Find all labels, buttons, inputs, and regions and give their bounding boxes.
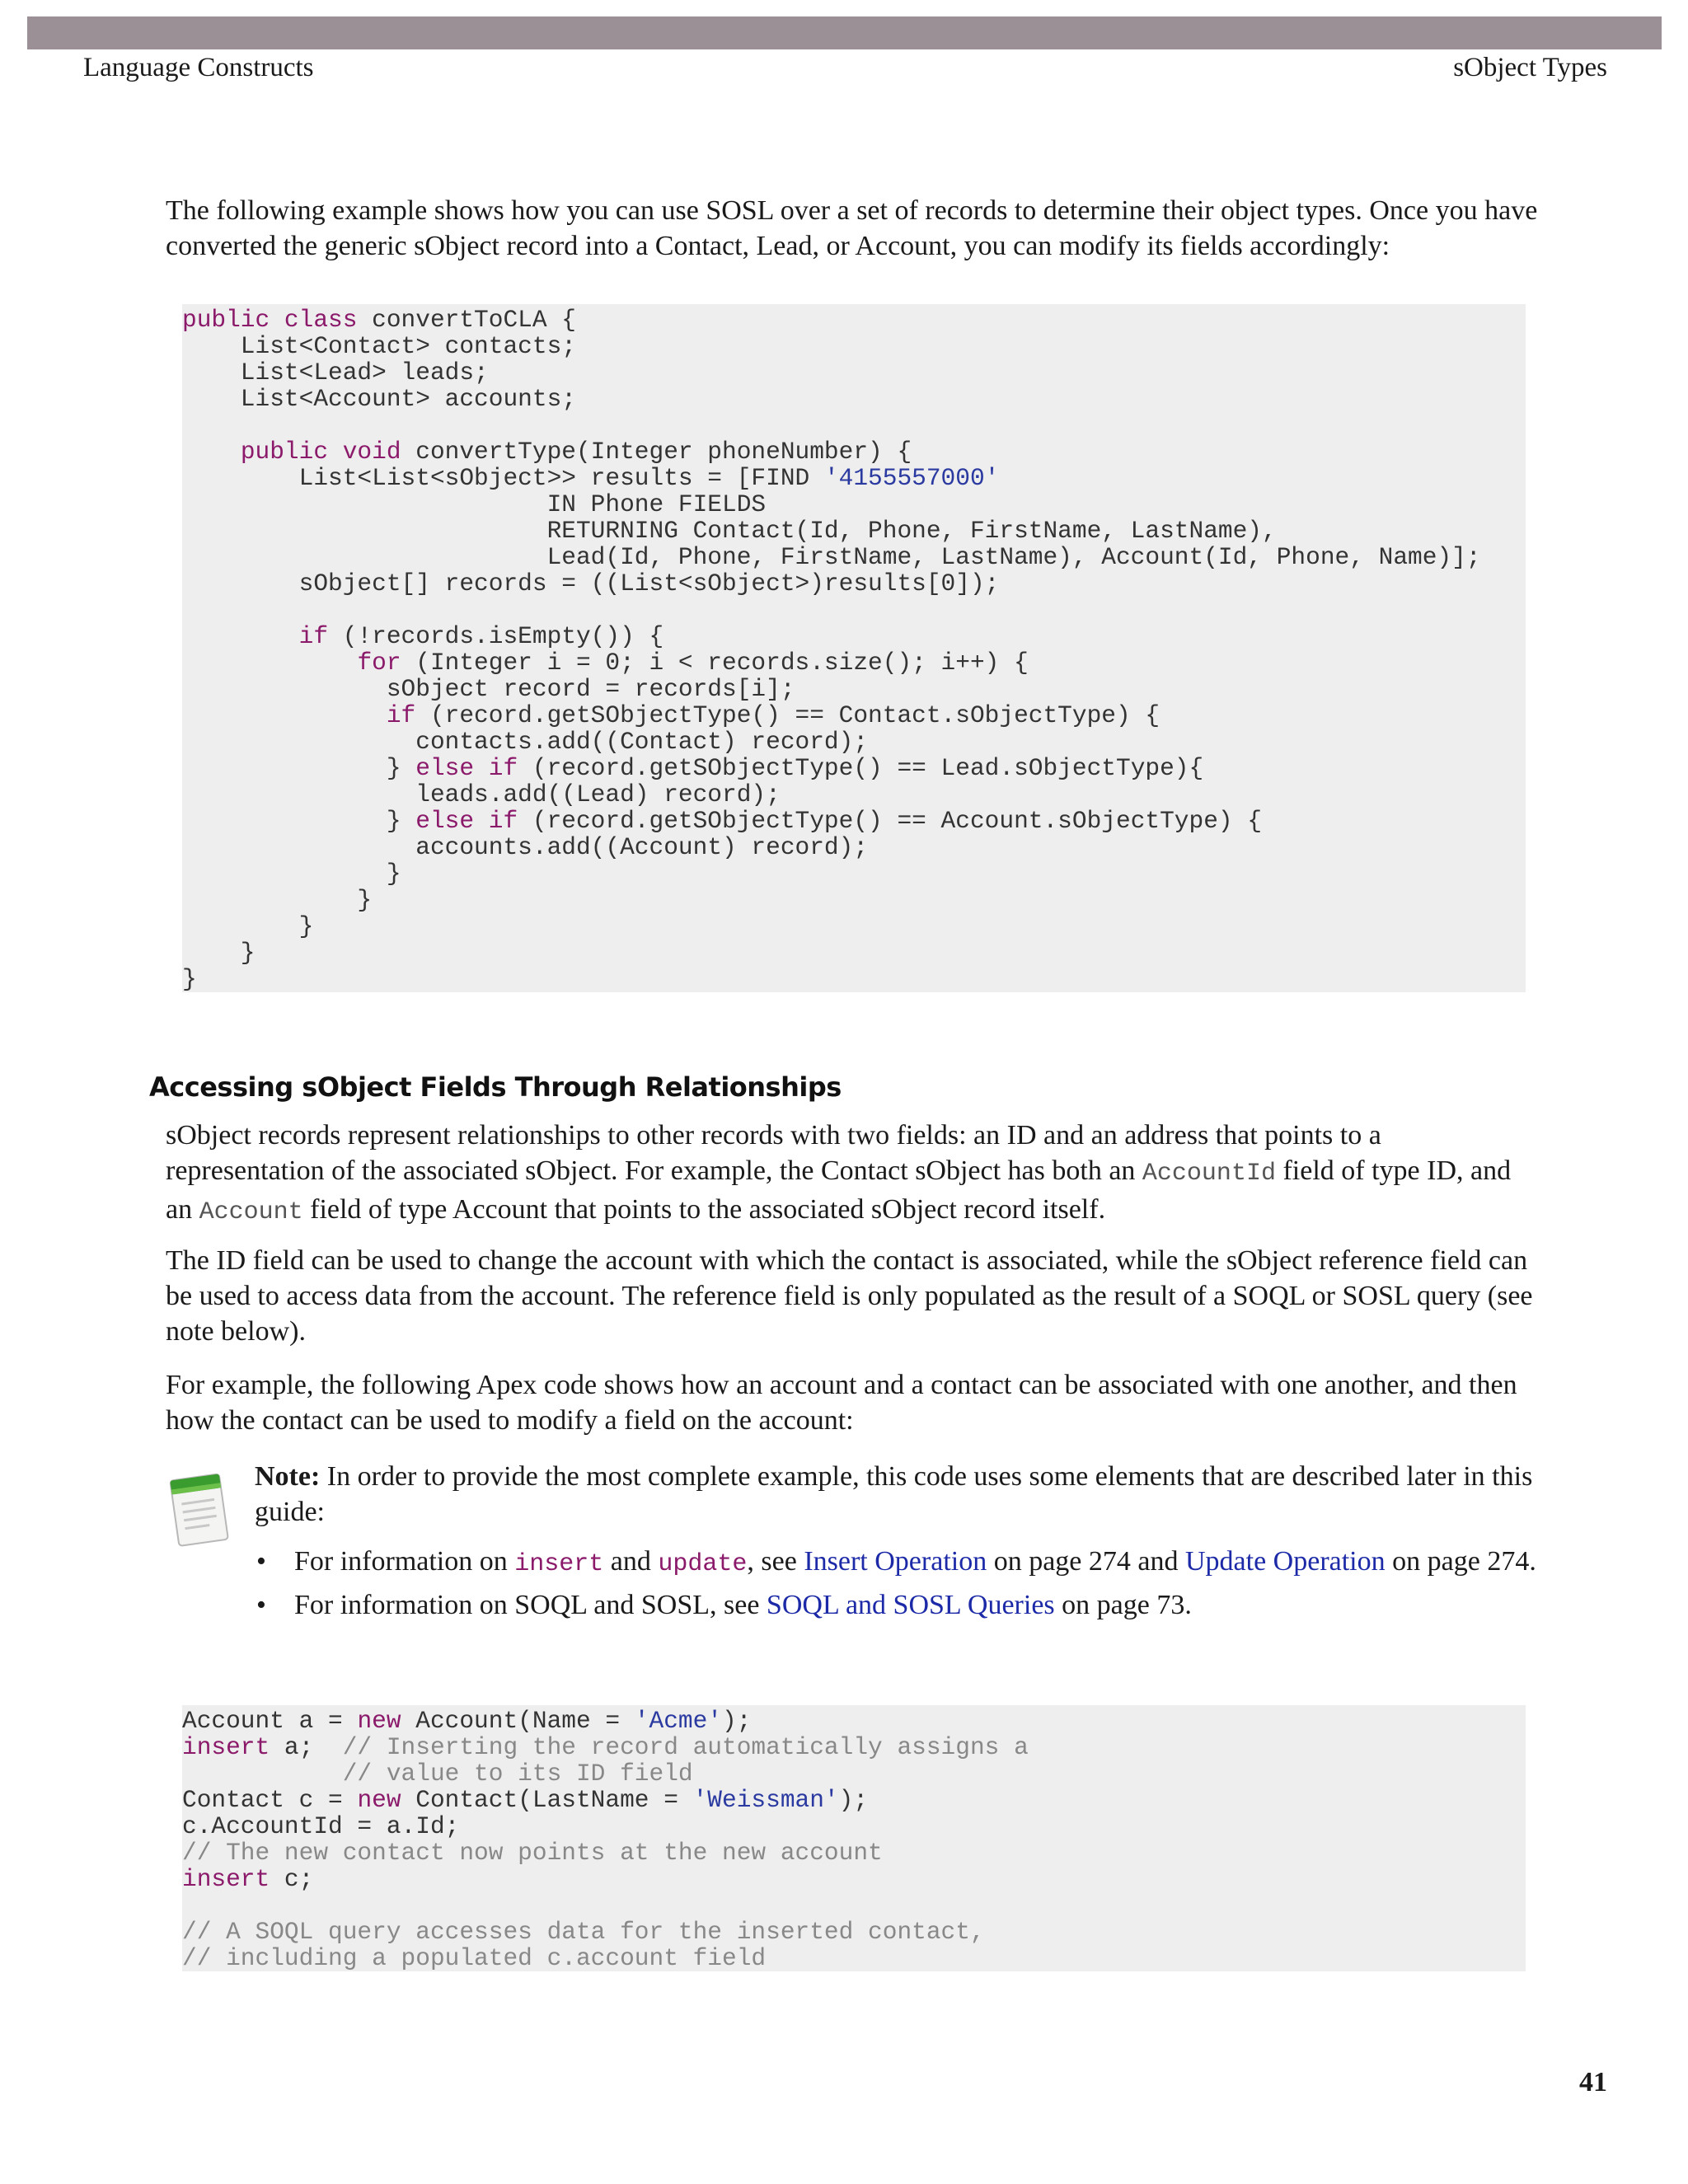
para1-text-c: field of type Account that points to the associated sObject record itself.: [302, 1194, 1106, 1225]
code-line: [182, 755, 1526, 781]
note-bullet-list: [255, 1541, 1540, 1626]
code-token: }: [182, 754, 416, 782]
code-token: }: [182, 939, 256, 967]
code-token: );: [838, 1786, 869, 1814]
code-line: [182, 465, 1526, 491]
code-keyword: for: [357, 649, 401, 677]
code-line: [182, 913, 1526, 940]
code-comment: // The new contact now points at the new account: [182, 1839, 883, 1867]
code-line: [182, 1892, 1526, 1919]
code-token: List<Account> accounts;: [182, 385, 576, 413]
inline-code-update: update: [658, 1550, 748, 1578]
bullet1-text-a: For information on: [294, 1546, 515, 1577]
code-line: [182, 781, 1526, 808]
example-paragraph: For example, the following Apex code shows how an account and a contact can be associated with one another, and then how the contact can be used to modify a field on the account:: [166, 1370, 1517, 1436]
code-line: [182, 1708, 1526, 1734]
code-line: [182, 1734, 1526, 1760]
running-header-chapter: Language Constructs: [83, 53, 314, 82]
page-number: 41: [1579, 2067, 1607, 2097]
bullet2-text-b: on page 73.: [1054, 1590, 1192, 1620]
code-keyword: new: [357, 1707, 401, 1735]
code-token: c;: [270, 1865, 314, 1893]
intro-paragraph: The following example shows how you can use SOSL over a set of records to determine their object types. Once you have converted the generic sObject record into a Contact, Lead, or Account, you can modify its fields accordingly:: [166, 195, 1538, 261]
list-item: [255, 1541, 1540, 1585]
code-token: [182, 701, 387, 729]
code-token: List<Contact> contacts;: [182, 332, 576, 360]
code-block-account-contact: [182, 1705, 1526, 1971]
code-line: [182, 1919, 1526, 1945]
code-token: }: [182, 965, 197, 993]
code-token: [182, 649, 357, 677]
code-token: (record.getSObjectType() == Account.sObjectType) {: [518, 807, 1263, 835]
code-token: [182, 1760, 343, 1788]
code-token: a;: [270, 1733, 343, 1761]
code-comment: // value to its ID field: [342, 1760, 693, 1788]
code-line: [182, 623, 1526, 649]
code-string: 'Acme': [634, 1707, 723, 1735]
code-token: Contact(LastName =: [401, 1786, 693, 1814]
header-bar: [27, 16, 1662, 49]
code-token: Lead(Id, Phone, FirstName, LastName), Account(Id, Phone, Name)];: [182, 543, 1481, 571]
code-token: sObject record = records[i];: [182, 675, 795, 703]
code-token: List<List<sObject>> results = [FIND: [182, 464, 824, 492]
code-line: [182, 359, 1526, 386]
code-keyword: insert: [182, 1865, 270, 1893]
note-body: In order to provide the most complete example, this code uses some elements that are described later in this guide:: [255, 1461, 1533, 1527]
code-line: [182, 808, 1526, 834]
code-line: [182, 940, 1526, 966]
running-header-section: sObject Types: [1453, 53, 1607, 82]
code-comment: // including a populated c.account field: [182, 1944, 767, 1972]
code-keyword: new: [357, 1786, 401, 1814]
code-token: (!records.isEmpty()) {: [328, 622, 664, 650]
code-keyword: public void: [240, 438, 401, 466]
code-token: (record.getSObjectType() == Contact.sObjectType) {: [415, 701, 1160, 729]
note-icon: [166, 1464, 233, 1550]
code-token: Contact c =: [182, 1786, 358, 1814]
code-line: [182, 649, 1526, 676]
code-token: Account(Name =: [401, 1707, 635, 1735]
code-line: [182, 1866, 1526, 1892]
code-string: 'Weissman': [692, 1786, 839, 1814]
code-keyword: if: [386, 701, 416, 729]
code-token: }: [182, 912, 314, 940]
code-keyword: if: [298, 622, 329, 650]
para1-text-a: sObject records represent relationships to other records with two fields: an ID and an address that points to a representation of the associated sObject. For example, the Contact sObject has both an: [166, 1120, 1381, 1186]
code-token: accounts.add((Account) record);: [182, 833, 869, 861]
link-insert-operation[interactable]: Insert Operation: [804, 1546, 987, 1577]
code-token: IN Phone FIELDS: [182, 490, 767, 518]
code-line: [182, 729, 1526, 755]
code-line: [182, 1813, 1526, 1840]
code-token: [182, 622, 299, 650]
code-token: contacts.add((Contact) record);: [182, 728, 869, 756]
code-token: (Integer i = 0; i < records.size(); i++) {: [401, 649, 1029, 677]
code-line: [182, 307, 1526, 333]
bullet1-text-d: on page 274 and: [987, 1546, 1185, 1577]
code-token: convertToCLA {: [357, 306, 576, 334]
link-update-operation[interactable]: Update Operation: [1185, 1546, 1386, 1577]
code-line: [182, 702, 1526, 729]
code-line: [182, 544, 1526, 570]
code-comment: // Inserting the record automatically assigns a: [342, 1733, 1029, 1761]
code-line: [182, 1840, 1526, 1866]
code-keyword: else if: [415, 807, 518, 835]
code-line: [182, 386, 1526, 412]
bullet1-text-e: on page 274.: [1385, 1546, 1536, 1577]
code-block-convert-to-cla: [182, 304, 1526, 992]
bullet-glyph: •: [256, 1546, 266, 1577]
code-token: }: [182, 807, 416, 835]
link-soql-sosl-queries[interactable]: SOQL and SOSL Queries: [766, 1590, 1055, 1620]
code-line: [182, 570, 1526, 597]
code-token: (record.getSObjectType() == Lead.sObjectType){: [518, 754, 1204, 782]
code-line: [182, 887, 1526, 913]
inline-code-insert: insert: [514, 1550, 604, 1578]
code-line: [182, 333, 1526, 359]
code-line: [182, 412, 1526, 438]
code-string: '4155557000': [823, 464, 1000, 492]
para1-text-b: field of type ID, and an: [166, 1155, 1512, 1225]
inline-code-accountid: AccountId: [1142, 1160, 1276, 1188]
code-token: leads.add((Lead) record);: [182, 780, 781, 808]
code-token: sObject[] records = ((List<sObject>)results[0]);: [182, 569, 1000, 598]
code-line: [182, 860, 1526, 887]
code-line: [182, 966, 1526, 992]
note-block: [255, 1459, 1540, 1626]
code-token: convertType(Integer phoneNumber) {: [401, 438, 912, 466]
code-token: );: [722, 1707, 752, 1735]
list-item: [255, 1585, 1540, 1626]
code-token: Account a =: [182, 1707, 358, 1735]
note-label: Note:: [255, 1461, 321, 1492]
code-token: RETURNING Contact(Id, Phone, FirstName, LastName),: [182, 517, 1277, 545]
code-line: [182, 676, 1526, 702]
bullet-glyph: •: [256, 1590, 266, 1620]
inline-code-account: Account: [199, 1198, 303, 1226]
code-token: }: [182, 886, 373, 914]
note-text: [255, 1459, 1540, 1530]
code-token: List<Lead> leads;: [182, 359, 489, 387]
code-line: [182, 1945, 1526, 1971]
code-keyword: insert: [182, 1733, 270, 1761]
id-field-paragraph: The ID field can be used to change the account with which the contact is associated, while the sObject reference field can be used to access data from the account. The reference field is only populated as the result of a SOQL or SOSL query (see note below).: [166, 1245, 1533, 1347]
code-comment: // A SOQL query accesses data for the inserted contact,: [182, 1918, 985, 1946]
code-token: c.AccountId = a.Id;: [182, 1812, 460, 1840]
bullet1-text-b: and: [603, 1546, 659, 1577]
code-keyword: public class: [182, 306, 358, 334]
bullet1-text-c: , see: [747, 1546, 804, 1577]
code-line: [182, 518, 1526, 544]
code-line: [182, 438, 1526, 465]
code-token: [182, 438, 241, 466]
code-line: [182, 491, 1526, 518]
code-line: [182, 834, 1526, 860]
code-line: [182, 1787, 1526, 1813]
code-line: [182, 597, 1526, 623]
section-heading: Accessing sObject Fields Through Relationships: [149, 1071, 842, 1103]
code-token: }: [182, 860, 401, 888]
code-keyword: else if: [415, 754, 518, 782]
bullet2-text-a: For information on SOQL and SOSL, see: [294, 1590, 767, 1620]
code-line: [182, 1760, 1526, 1787]
relationship-paragraph: [166, 1118, 1542, 1230]
